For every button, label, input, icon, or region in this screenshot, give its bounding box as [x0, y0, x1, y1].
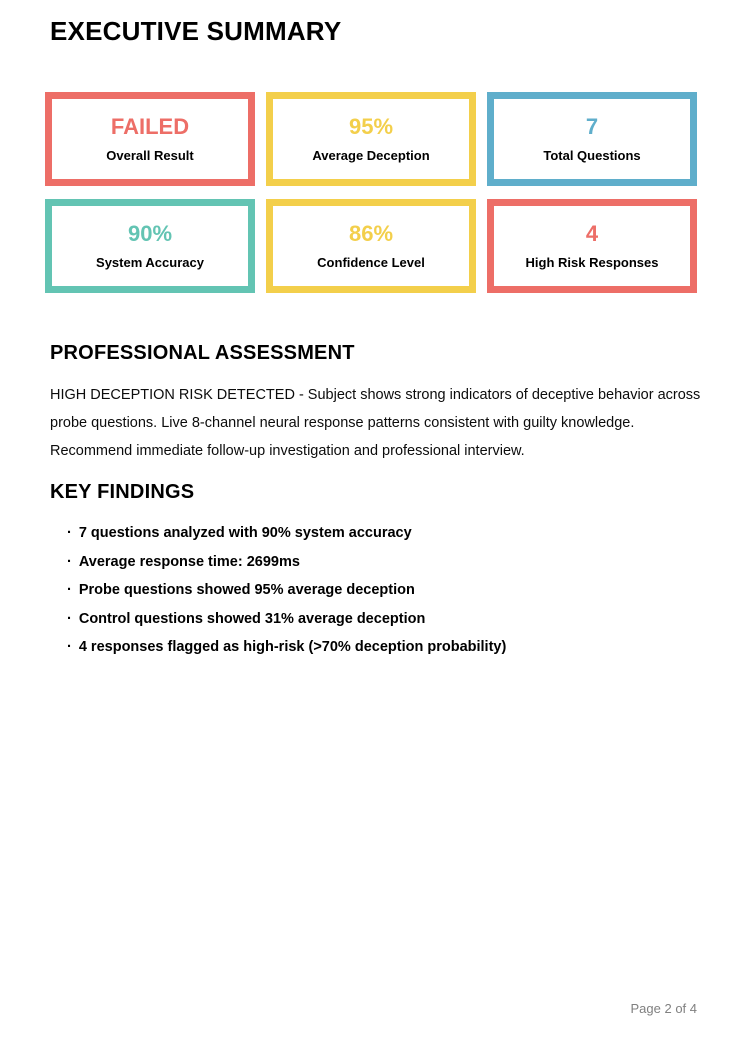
- stat-card-system-accuracy: [45, 199, 255, 293]
- stat-value-confidence-level: 86%: [348, 221, 394, 246]
- stat-card-high-risk-responses: [487, 199, 697, 293]
- bullet-icon: ·: [67, 610, 72, 627]
- bullet-icon: ·: [67, 639, 72, 656]
- finding-item: [67, 548, 687, 577]
- stat-card-confidence-level: [266, 199, 476, 293]
- finding-item: [67, 633, 687, 662]
- finding-text: Control questions showed 31% average deception: [78, 610, 426, 627]
- stat-label-system-accuracy: System Accuracy: [96, 255, 204, 270]
- page-title: EXECUTIVE SUMMARY: [50, 16, 342, 46]
- stat-value-system-accuracy: 90%: [127, 221, 173, 246]
- stat-value-total-questions: 7: [585, 114, 599, 139]
- finding-item: [67, 576, 687, 605]
- stat-card-overall-result: [45, 92, 255, 186]
- finding-text: 4 responses flagged as high-risk (>70% deception probability): [78, 639, 507, 656]
- stat-cards-grid: [45, 92, 697, 293]
- stat-value-average-deception: 95%: [348, 114, 394, 139]
- findings-heading: KEY FINDINGS: [50, 481, 195, 503]
- assessment-heading: PROFESSIONAL ASSESSMENT: [50, 342, 355, 364]
- assessment-body: HIGH DECEPTION RISK DETECTED - Subject shows strong indicators of deceptive behavior across probe questions. Live 8-channel neural response patterns consistent with guilty knowledge. Recommend immediate follow-up investigation and professional interview.: [50, 387, 701, 459]
- bullet-icon: ·: [67, 525, 72, 541]
- finding-text: Probe questions showed 95% average deception: [78, 582, 415, 599]
- finding-item: [67, 519, 687, 548]
- stat-value-high-risk-responses: 4: [585, 221, 599, 246]
- stat-label-confidence-level: Confidence Level: [317, 255, 425, 270]
- bullet-icon: ·: [67, 582, 72, 599]
- stat-label-total-questions: Total Questions: [543, 148, 641, 163]
- page-number: Page 2 of 4: [630, 1001, 697, 1016]
- stat-label-average-deception: Average Deception: [312, 148, 430, 163]
- finding-item: [67, 605, 687, 634]
- finding-text: Average response time: 2699ms: [78, 553, 300, 570]
- stat-card-average-deception: [266, 92, 476, 186]
- stat-card-total-questions: [487, 92, 697, 186]
- bullet-icon: ·: [67, 553, 72, 570]
- stat-value-overall-result: FAILED: [110, 114, 190, 139]
- stat-label-high-risk-responses: High Risk Responses: [525, 255, 659, 270]
- findings-list: [67, 519, 687, 662]
- stat-label-overall-result: Overall Result: [106, 148, 194, 163]
- finding-text: 7 questions analyzed with 90% system accuracy: [78, 525, 412, 541]
